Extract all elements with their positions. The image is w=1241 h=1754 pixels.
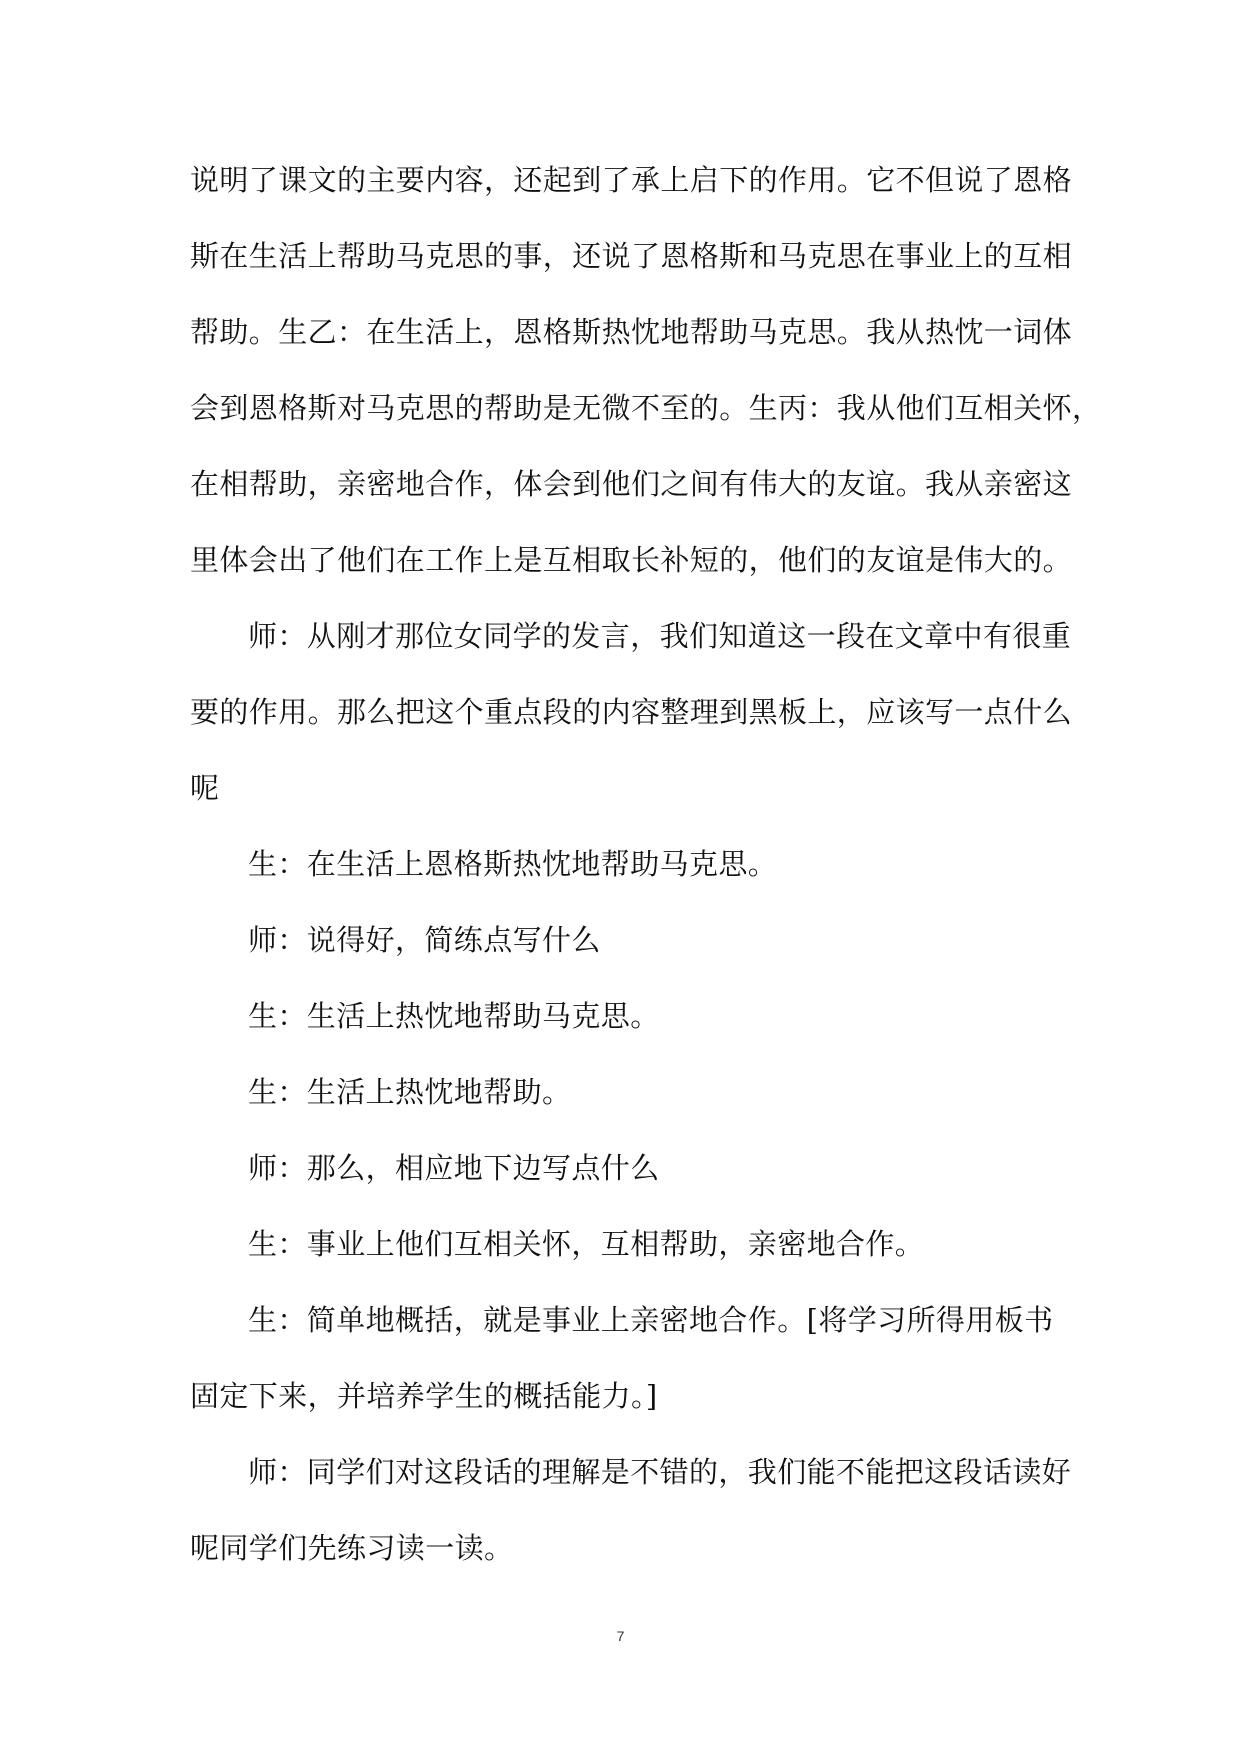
- text-line: 生：生活上热忱地帮助。: [248, 1075, 572, 1109]
- text-line: 师：同学们对这段话的理解是不错的，我们能不能把这段话读好: [248, 1455, 1072, 1489]
- body-text: [190, 142, 1102, 1586]
- page-number: 7: [616, 1628, 625, 1644]
- text-line: 生：事业上他们互相关怀，互相帮助，亲密地合作。: [248, 1227, 925, 1261]
- text-line: 帮助。生乙：在生活上，恩格斯热忱地帮助马克思。我从热忱一词体: [190, 315, 1073, 349]
- text-line: 斯在生活上帮助马克思的事，还说了恩格斯和马克思在事业上的互相: [190, 239, 1073, 273]
- text-line: 呢同学们先练习读一读。: [190, 1531, 514, 1565]
- text-line: 师：那么，相应地下边写点什么: [248, 1151, 660, 1185]
- text-line: 生：在生活上恩格斯热忱地帮助马克思。: [248, 847, 778, 881]
- text-line: 里体会出了他们在工作上是互相取长补短的，他们的友谊是伟大的。: [190, 543, 1073, 577]
- text-line: 生：简单地概括，就是事业上亲密地合作。[将学习所得用板书: [248, 1303, 1054, 1337]
- text-line: 师：说得好，简练点写什么: [248, 923, 601, 957]
- text-line: 师：从刚才那位女同学的发言，我们知道这一段在文章中有很重: [248, 619, 1072, 653]
- text-line: 在相帮助，亲密地合作，体会到他们之间有伟大的友谊。我从亲密这: [190, 467, 1073, 501]
- text-line: 固定下来，并培养学生的概括能力。]: [190, 1379, 658, 1413]
- text-line: 会到恩格斯对马克思的帮助是无微不至的。生丙：我从他们互相关怀，: [190, 391, 1102, 425]
- text-line: 呢: [190, 771, 220, 805]
- text-line: 要的作用。那么把这个重点段的内容整理到黑板上，应该写一点什么: [190, 695, 1073, 729]
- text-line: 生：生活上热忱地帮助马克思。: [248, 999, 660, 1033]
- text-line: 说明了课文的主要内容，还起到了承上启下的作用。它不但说了恩格: [190, 163, 1073, 197]
